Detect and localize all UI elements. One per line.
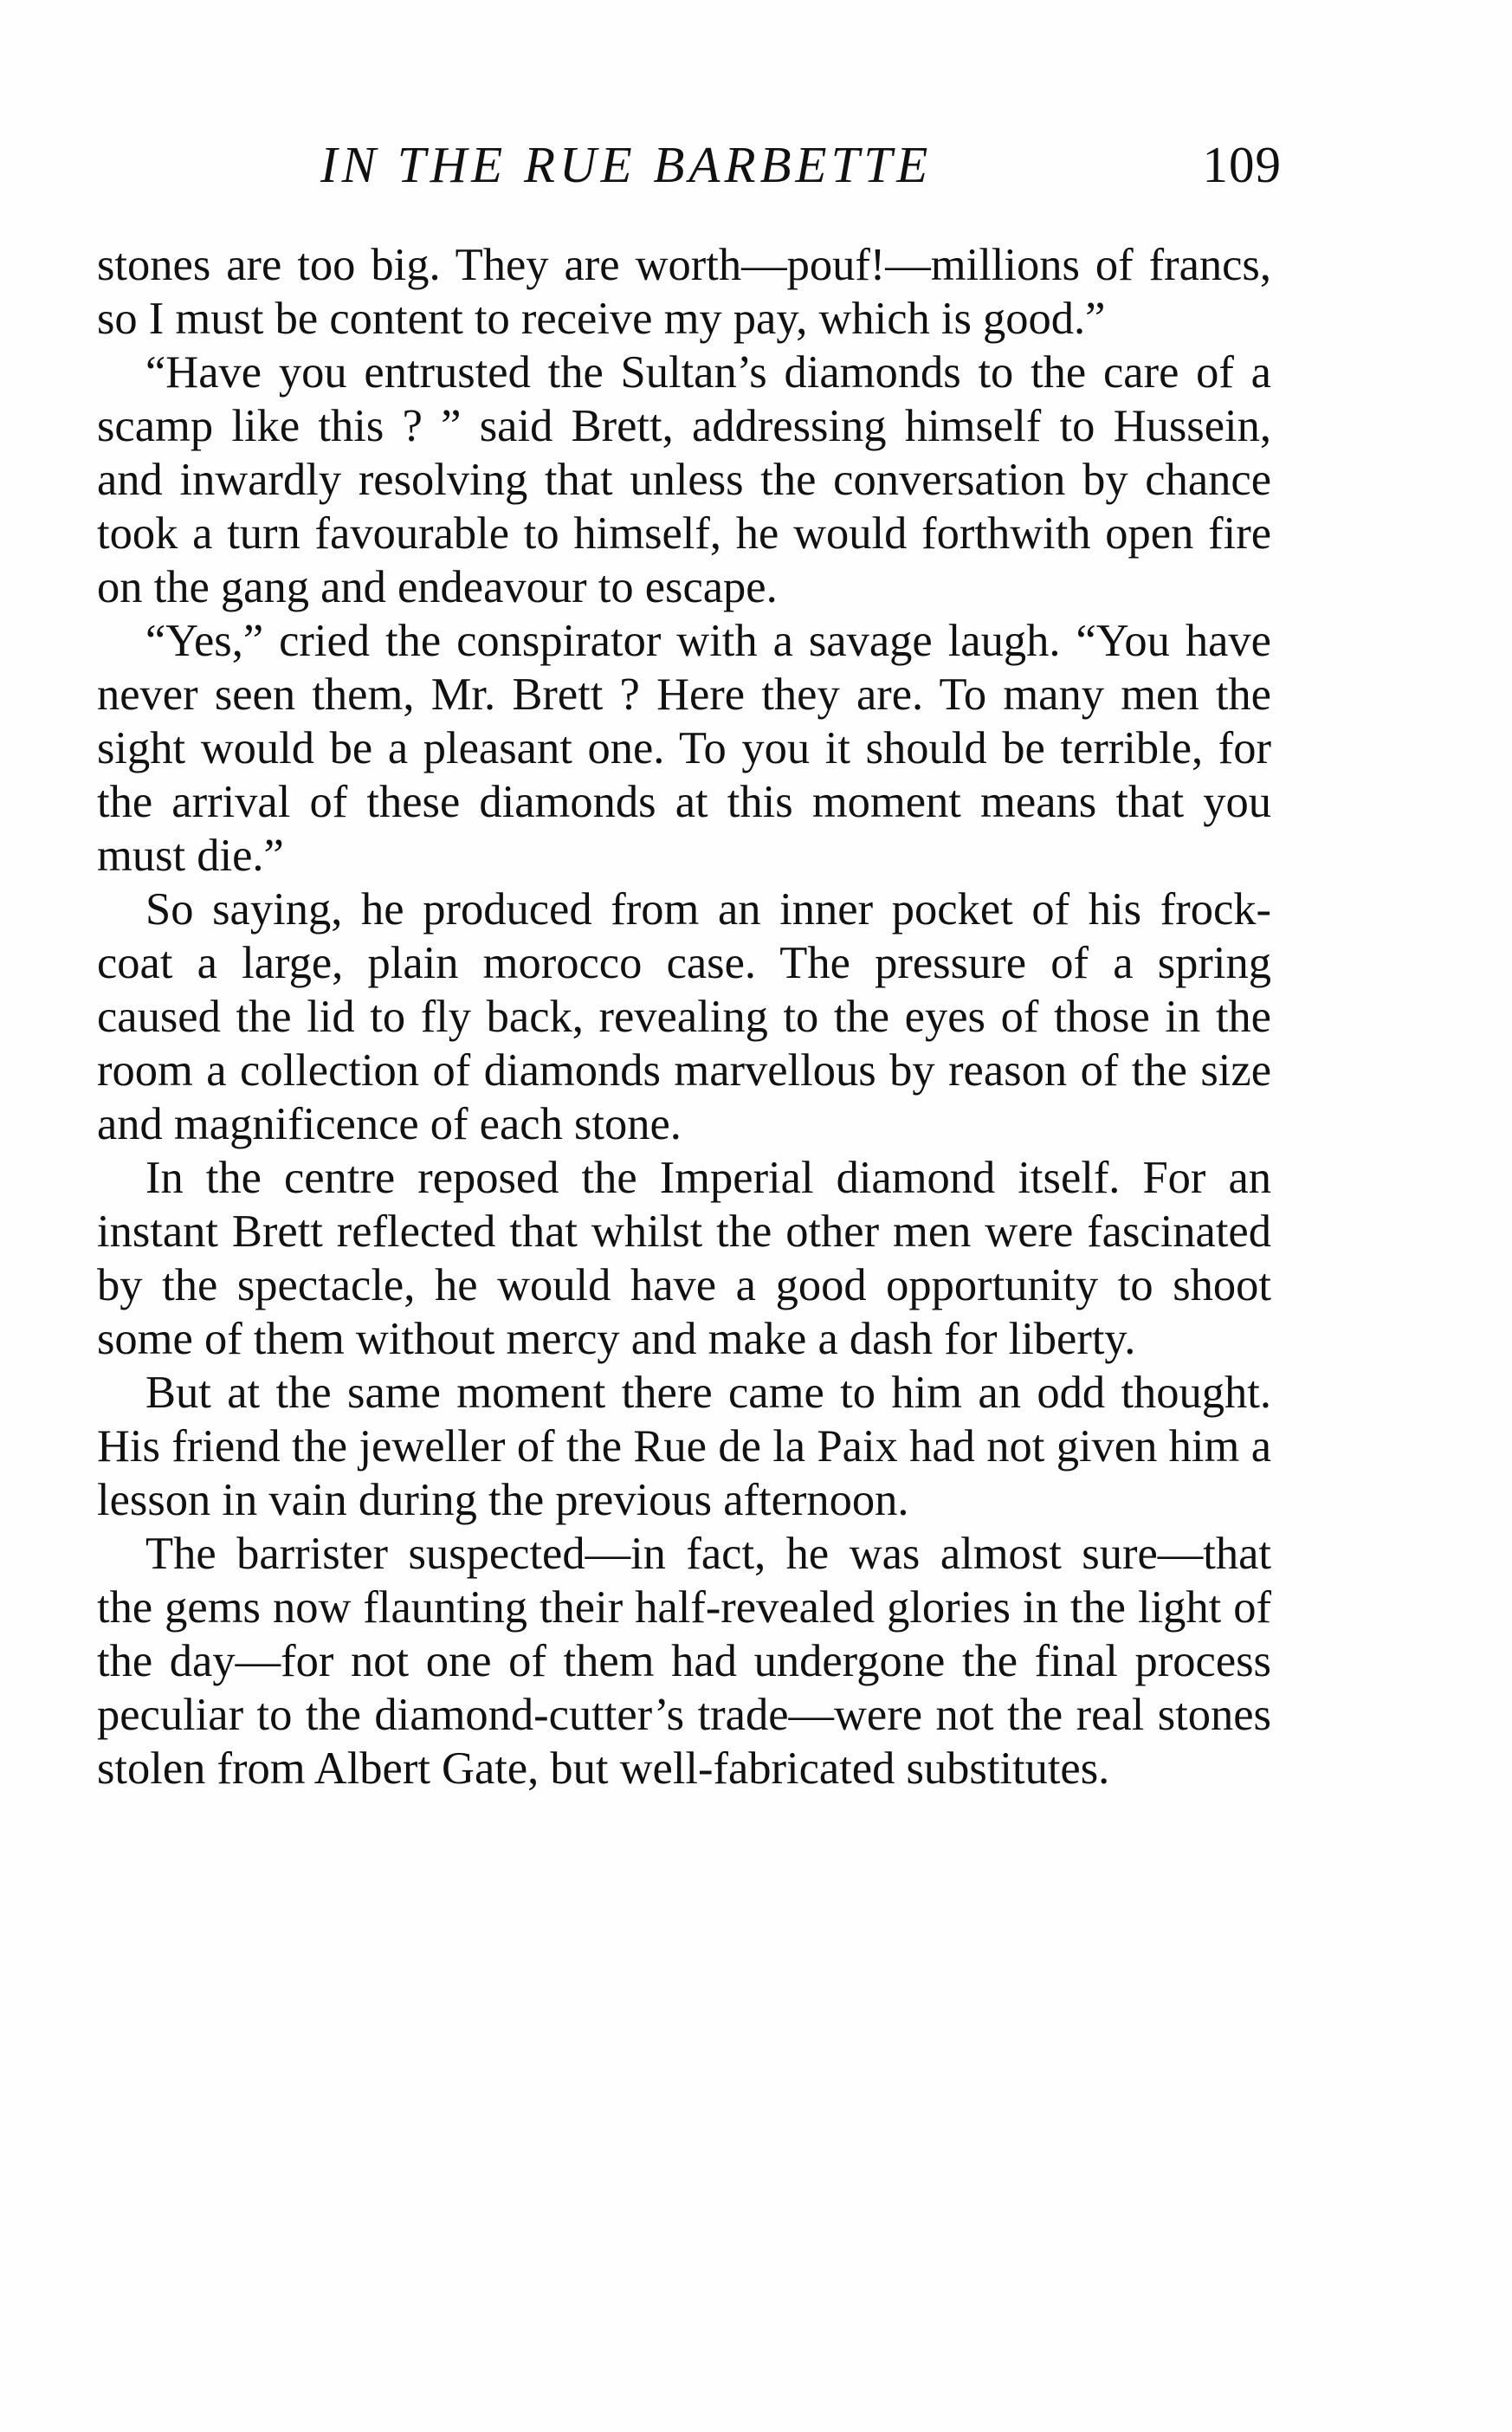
page-header: [95, 130, 1282, 199]
paragraph-3: “Yes,” cried the conspirator with a savage laugh. “You have never seen them, Mr. Brett ? Here they are. To many men the sight would be a pleasant one. To you it should be terrible, for the arrival of these diamonds at this moment means that you must die.”: [97, 616, 1271, 881]
page-number: 109: [1202, 136, 1282, 193]
paragraph-4: So saying, he produced from an inner pocket of his frock-coat a large, plain morocco case. The pressure of a spring caused the lid to fly back, revealing to the eyes of those in the room a collection of diamonds marvellous by reason of the size and magnificence of each stone.: [97, 884, 1271, 1149]
paragraph-2: “Have you entrusted the Sultan’s diamonds to the care of a scamp like this ? ” said Brett, addressing himself to Hussein, and inwardly resolving that unless the conversation by chance took a turn favourable to himself, he would forthwith open fire on the gang and endeavour to escape.: [97, 347, 1271, 612]
paragraph-7: The barrister suspected—in fact, he was almost sure—that the gems now flaunting their half-revealed glories in the light of the day—for not one of them had undergone the final process peculiar to the diamond-cutter’s trade—were not the real stones stolen from Albert Gate, but well-fabricated substitutes.: [97, 1529, 1271, 1794]
paragraph-6: But at the same moment there came to him an odd thought. His friend the jeweller of the Rue de la Paix had not given him a lesson in vain during the previous afternoon.: [97, 1368, 1271, 1525]
paragraph-1: stones are too big. They are worth—pouf!—millions of francs, so I must be content to receive my pay, which is good.”: [97, 240, 1271, 344]
paragraph-5: In the centre reposed the Imperial diamond itself. For an instant Brett reflected that whilst the other men were fascinated by the spectacle, he would have a good opportunity to shoot some of them without mercy and make a dash for liberty.: [97, 1153, 1271, 1364]
body-text: [97, 238, 1271, 1795]
running-head: IN THE RUE BARBETTE: [320, 136, 933, 193]
